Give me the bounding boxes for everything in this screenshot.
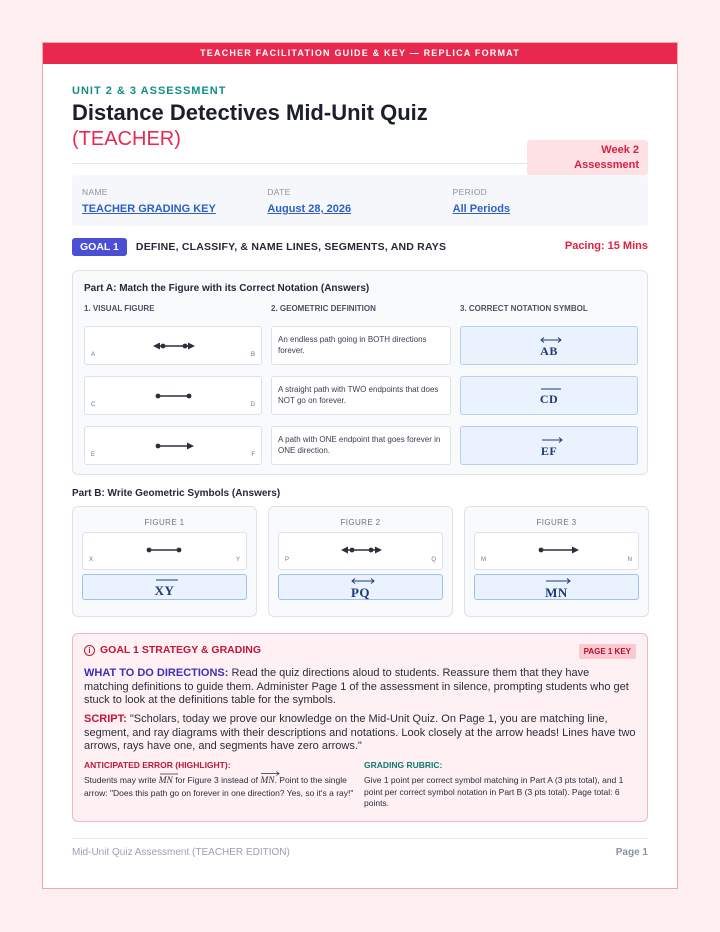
figure-segment-cd	[84, 376, 262, 415]
point-label: N	[627, 557, 632, 563]
figure-ray-ef	[84, 426, 262, 465]
directions-text: Read the quiz directions aloud to students. Reassure them that they have matching definitions to guide them. Administer Page 1 of the assessment in silence, prompting students who get stuck to look at the definitions table for the symbols.	[84, 667, 629, 706]
period-label: PERIOD	[452, 187, 488, 197]
strategy-heading	[84, 644, 261, 656]
col-header-definition: 2. GEOMETRIC DEFINITION	[271, 304, 376, 313]
part-b-panel	[72, 506, 648, 617]
point-label: F	[251, 452, 255, 458]
point-label: A	[91, 352, 96, 358]
date-label: DATE	[267, 187, 291, 197]
ray-symbol	[545, 585, 568, 601]
overline-icon	[159, 771, 179, 776]
figure-line-ab	[84, 326, 262, 365]
grading-rubric-heading: GRADING RUBRIC:	[364, 760, 443, 770]
double-arrow-icon	[540, 336, 562, 344]
footer	[72, 847, 648, 861]
point-label: X	[89, 557, 94, 563]
notation-ray	[460, 426, 638, 465]
pacing-label: Pacing: 15 Mins	[564, 240, 648, 252]
segment-diagram	[83, 533, 248, 571]
definition-line: An endless path going in BOTH directions forever.	[271, 326, 451, 365]
figure-diagram-box	[82, 532, 247, 570]
info-icon: i	[84, 645, 95, 656]
right-arrow-icon	[541, 436, 563, 444]
name-value[interactable]: TEACHER GRADING KEY	[82, 203, 216, 215]
line-diagram	[85, 327, 263, 366]
right-arrow-icon	[260, 771, 280, 776]
figure-card-3	[464, 506, 649, 617]
week-badge-line2: Assessment	[574, 159, 639, 171]
point-label: C	[91, 402, 96, 408]
period-field	[453, 187, 638, 226]
script-label: SCRIPT:	[84, 713, 127, 725]
ray-diagram	[85, 427, 263, 466]
right-arrow-icon	[545, 577, 571, 585]
definition-ray: A path with ONE endpoint that goes forever in ONE direction.	[271, 426, 451, 465]
strategy-panel	[72, 633, 648, 822]
week-badge	[527, 140, 648, 175]
figure-diagram-box	[278, 532, 443, 570]
answer-text: XY	[154, 583, 175, 598]
script-text: "Scholars, today we prove our knowledge on the Mid-Unit Quiz. On Page 1, you are matching line, segment, and ray diagrams with their descriptions and notations. Look closely at the arrow heads! Lines have two arrows, rays have one, and segments have zero arrows."	[84, 713, 636, 752]
error-symbol-text: MN	[260, 776, 275, 786]
period-value[interactable]: All Periods	[452, 203, 511, 215]
point-label: Q	[431, 557, 436, 563]
goal-header	[72, 237, 648, 257]
page-key-badge: PAGE 1 KEY	[579, 644, 636, 659]
figure-card-2	[268, 506, 453, 617]
error-text-part: . Point to the single arrow: "Does this path go on forever in one direction? Yes, so it's a ray!"	[84, 775, 354, 798]
unit-label: UNIT 2 & 3 ASSESSMENT	[72, 85, 227, 97]
answer-box[interactable]	[82, 574, 247, 600]
ray-symbol-text: EF	[540, 444, 558, 458]
double-arrow-icon	[351, 577, 375, 585]
grading-rubric-text: Give 1 point per correct symbol matching in Part A (3 pts total), and 1 point per correct symbol notation in Part B (3 pts total). Page total: 6 points.	[364, 775, 624, 808]
col-header-figure: 1. VISUAL FIGURE	[84, 304, 155, 313]
notation-line	[460, 326, 638, 365]
answer-text: MN	[545, 585, 568, 600]
overline-icon	[155, 575, 179, 583]
ray-diagram	[475, 533, 640, 571]
line-symbol-text: AB	[540, 344, 558, 358]
segment-symbol	[155, 583, 175, 599]
error-text-part: for Figure 3 instead of	[172, 775, 261, 785]
point-label: D	[250, 402, 255, 408]
part-b-title: Part B: Write Geometric Symbols (Answers)	[72, 488, 281, 499]
anticipated-error-text	[84, 775, 354, 799]
figure-card-label: FIGURE 2	[340, 518, 381, 527]
line-symbol	[540, 344, 558, 359]
notation-segment	[460, 376, 638, 415]
script-paragraph	[84, 713, 636, 754]
col-header-notation: 3. CORRECT NOTATION SYMBOL	[460, 304, 588, 313]
week-badge-line1: Week 2	[601, 144, 639, 156]
student-info-bar	[72, 175, 648, 226]
grading-rubric	[364, 760, 634, 810]
point-label: Y	[235, 557, 240, 563]
directions-paragraph	[84, 667, 636, 708]
ray-symbol	[541, 444, 557, 459]
point-label: M	[481, 557, 486, 563]
point-label: P	[285, 557, 290, 563]
segment-diagram	[85, 377, 263, 416]
figure-card-label: FIGURE 1	[144, 518, 185, 527]
goal-pill: GOAL 1	[72, 238, 127, 256]
answer-text: PQ	[350, 585, 371, 600]
point-label: E	[91, 452, 96, 458]
segment-symbol	[540, 392, 558, 407]
figure-card-1	[72, 506, 257, 617]
anticipated-error	[84, 760, 354, 799]
name-field	[82, 187, 267, 226]
anticipated-error-heading: ANTICIPATED ERROR (HIGHLIGHT):	[84, 760, 231, 770]
goal-text: DEFINE, CLASSIFY, & NAME LINES, SEGMENTS, AND RAYS	[135, 241, 447, 253]
segment-symbol-text: CD	[539, 392, 559, 406]
date-value[interactable]: August 28, 2026	[267, 203, 352, 215]
error-symbol-text: MN	[158, 776, 173, 786]
worksheet-page	[42, 42, 678, 889]
point-label: B	[250, 352, 255, 358]
error-text-part: Students may write	[84, 775, 159, 785]
answer-box[interactable]	[474, 574, 639, 600]
page-number: Page 1	[615, 847, 648, 858]
segment-symbol	[159, 776, 173, 788]
line-diagram	[279, 533, 444, 571]
part-a-title: Part A: Match the Figure with its Correct Notation (Answers)	[84, 283, 370, 294]
directions-label: WHAT TO DO DIRECTIONS:	[84, 667, 229, 679]
footer-divider	[72, 838, 648, 839]
overline-icon	[540, 384, 562, 392]
footer-title: Mid-Unit Quiz Assessment (TEACHER EDITION)	[72, 847, 290, 858]
part-a-panel	[72, 270, 648, 475]
strategy-heading-text: GOAL 1 STRATEGY & GRADING	[100, 644, 262, 656]
ray-symbol	[260, 776, 274, 788]
page-subtitle: (TEACHER)	[72, 128, 181, 150]
figure-diagram-box	[474, 532, 639, 570]
date-field	[267, 187, 452, 226]
figure-card-label: FIGURE 3	[536, 518, 577, 527]
line-symbol	[351, 585, 370, 601]
top-banner: TEACHER FACILITATION GUIDE & KEY — REPLICA FORMAT	[43, 43, 677, 64]
definition-segment: A straight path with TWO endpoints that does NOT go on forever.	[271, 376, 451, 415]
page-title: Distance Detectives Mid-Unit Quiz	[72, 100, 428, 125]
name-label: NAME	[82, 187, 108, 197]
answer-box[interactable]	[278, 574, 443, 600]
